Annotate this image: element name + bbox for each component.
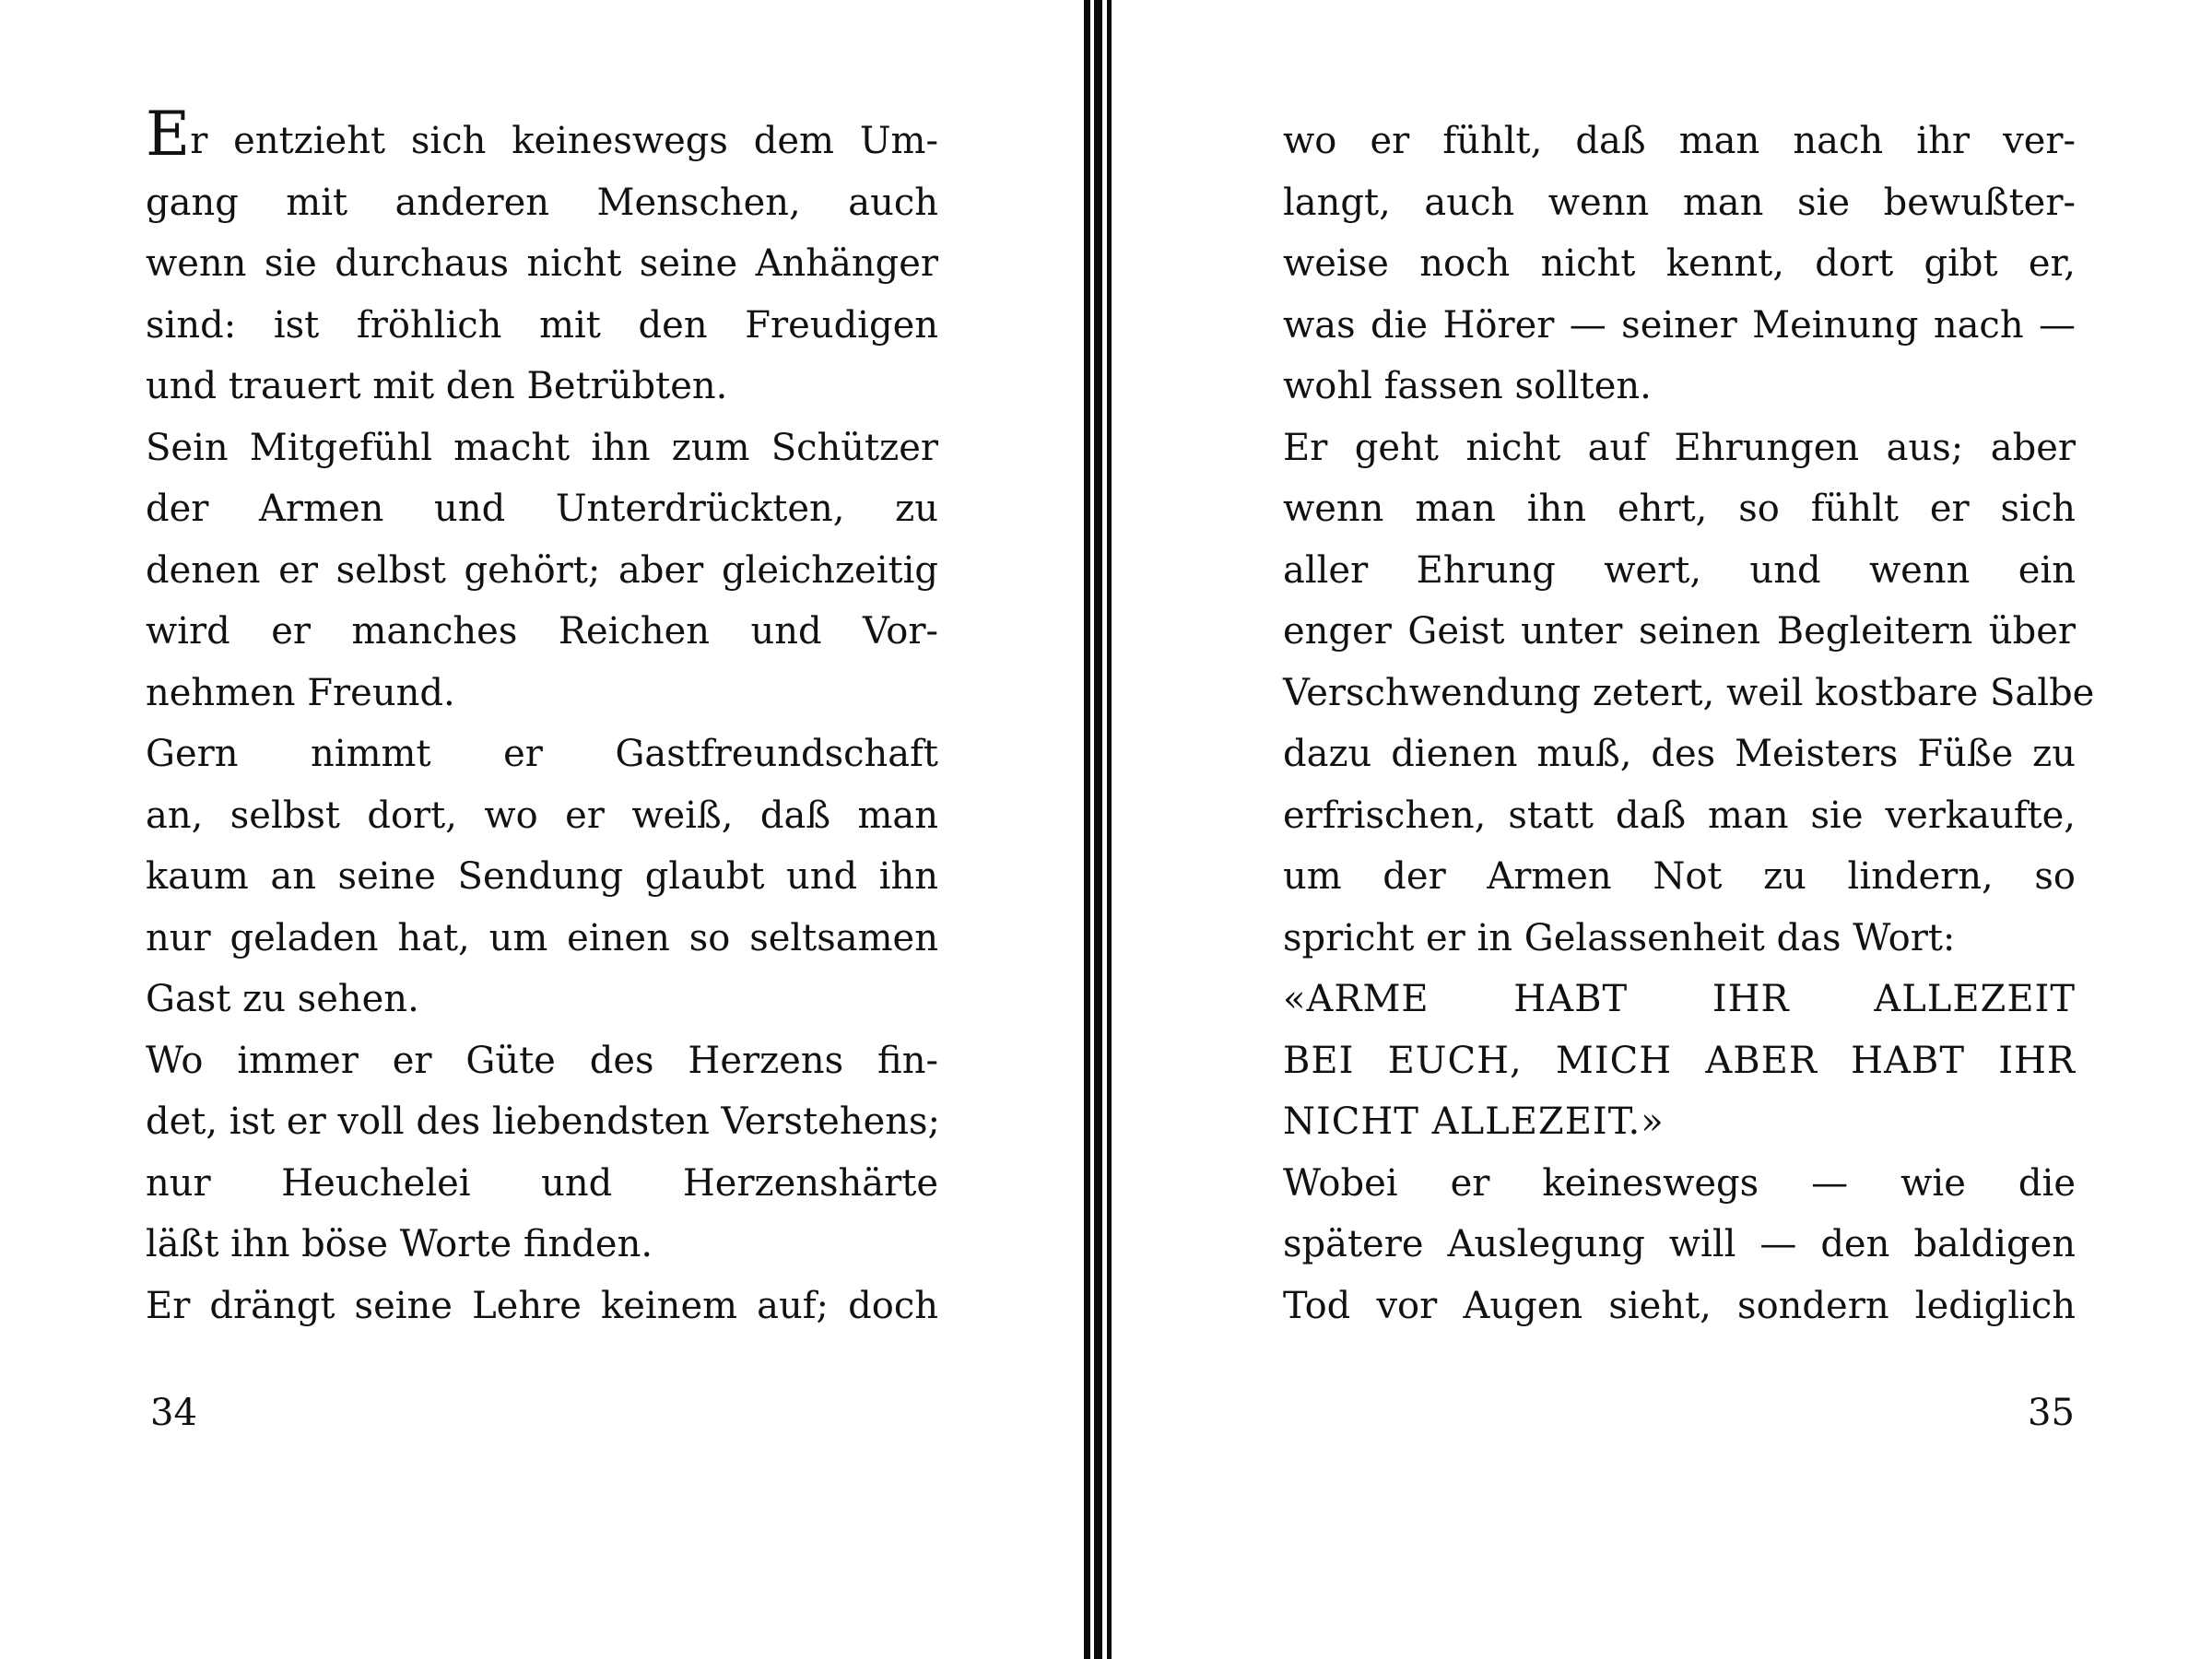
page-number: 34: [150, 1392, 197, 1434]
left-page-text: [146, 99, 941, 1336]
text-line: wird er manches Reichen und Vor-: [146, 610, 938, 653]
text-line: erfrischen, statt daß man sie verkaufte,: [1283, 794, 2076, 837]
text-line: spätere Auslegung will — den baldigen: [1283, 1223, 2076, 1265]
text-line: aller Ehrung wert, und wenn ein: [1283, 548, 2076, 592]
text-line: Wo immer er Güte des Herzens fin-: [146, 1039, 938, 1082]
text-line: det, ist er voll des liebendsten Verstehens;: [146, 1100, 941, 1143]
text-line: was die Hörer — seiner Meinung nach —: [1283, 303, 2076, 347]
right-page: [1106, 0, 2212, 1659]
page-number: 35: [2028, 1392, 2075, 1434]
text-line: der Armen und Unterdrückten, zu: [146, 488, 938, 530]
text-line: Er geht nicht auf Ehrungen aus; aber: [1283, 426, 2076, 469]
text-line: Gast zu sehen.: [146, 978, 419, 1020]
text-line: Wobei er keineswegs — wie die: [1283, 1161, 2076, 1205]
left-page: [0, 0, 1078, 1659]
text-line: sind: ist fröhlich mit den Freudigen: [146, 303, 938, 347]
text-line: und trauert mit den Betrübten.: [146, 365, 728, 407]
text-line: dazu dienen muß, des Meisters Füße zu: [1283, 733, 2076, 775]
quote-line: «ARME HABT IHR ALLEZEIT: [1283, 978, 2076, 1020]
gutter-line: [1084, 0, 1090, 1659]
drop-initial: E: [146, 99, 191, 170]
text-line: wenn sie durchaus nicht seine Anhänger: [146, 242, 938, 285]
quote-line: BEI EUCH, MICH ABER HABT IHR: [1283, 1039, 2076, 1082]
text-line: kaum an seine Sendung glaubt und ihn: [146, 855, 938, 898]
text-line: wohl fassen sollten.: [1283, 365, 1652, 407]
text-line: wenn man ihn ehrt, so fühlt er sich: [1283, 488, 2076, 530]
quote-line: NICHT ALLEZEIT.»: [1283, 1100, 1665, 1143]
right-page-text: [1283, 111, 2095, 1336]
text-line: Gern nimmt er Gastfreundschaft: [146, 733, 938, 775]
text-line: Er entzieht sich keineswegs dem Um-: [146, 99, 938, 170]
text-line: nehmen Freund.: [146, 671, 455, 714]
text-line: langt, auch wenn man sie bewußter-: [1283, 181, 2076, 224]
text-line: gang mit anderen Menschen, auch: [146, 181, 938, 224]
text-line: wo er fühlt, daß man nach ihr ver-: [1283, 120, 2076, 162]
text-line: nur geladen hat, um einen so seltsamen: [146, 916, 938, 959]
text-line: enger Geist unter seinen Begleitern über: [1283, 610, 2076, 653]
text-line: Sein Mitgefühl macht ihn zum Schützer: [146, 426, 938, 469]
text-line: spricht er in Gelassenheit das Wort:: [1283, 916, 1956, 959]
text-line: um der Armen Not zu lindern, so: [1283, 855, 2076, 898]
text-line: weise noch nicht kennt, dort gibt er,: [1283, 242, 2076, 285]
text-line: läßt ihn böse Worte finden.: [146, 1223, 653, 1265]
text-line: Verschwendung zetert, weil kostbare Salbe: [1283, 671, 2095, 714]
text-line: an, selbst dort, wo er weiß, daß man: [146, 794, 938, 837]
text-line: nur Heuchelei und Herzenshärte: [146, 1161, 938, 1205]
text-line: Er drängt seine Lehre keinem auf; doch: [146, 1284, 938, 1327]
text-line: Tod vor Augen sieht, sondern lediglich: [1283, 1284, 2076, 1327]
gutter-line: [1094, 0, 1102, 1659]
text-line: denen er selbst gehört; aber gleichzeitig: [146, 548, 938, 592]
